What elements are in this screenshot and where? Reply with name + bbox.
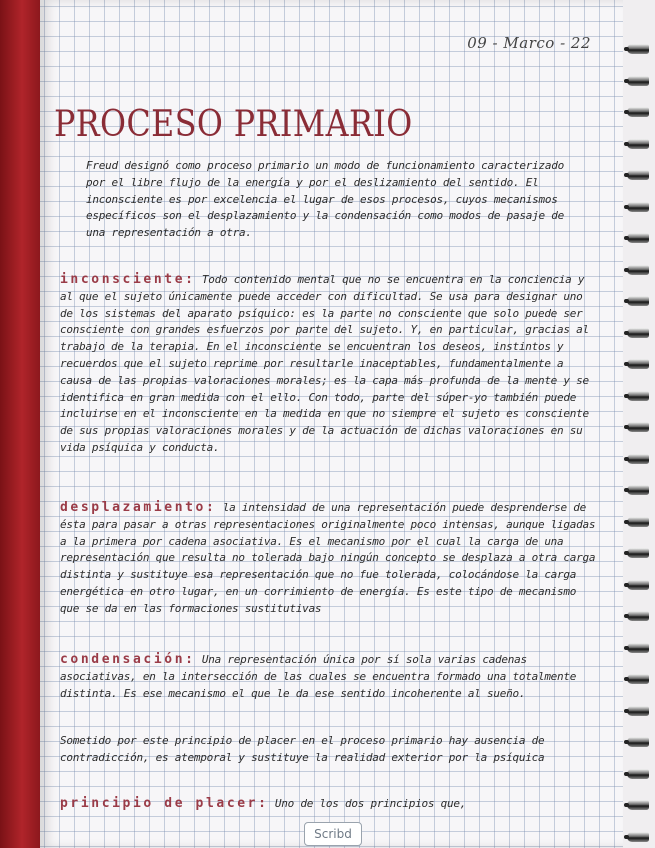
spiral-ring [627,422,649,432]
spiral-ring [627,769,649,779]
spiral-ring [627,517,649,527]
spiral-ring [627,674,649,684]
spiral-ring [627,391,649,401]
spiral-ring [627,611,649,621]
spiral-ring [627,44,649,54]
spiral-ring [627,548,649,558]
spiral-ring [627,296,649,306]
spiral-ring [627,454,649,464]
spiral-ring [627,580,649,590]
spiral-binding [623,0,655,848]
section-term: desplazamiento: [60,500,217,515]
page-date: 09 - Marco - 22 [467,34,591,52]
section-condensacion [60,652,600,702]
spiral-ring [627,328,649,338]
spiral-ring [627,107,649,117]
spiral-ring [627,832,649,842]
section-term: inconsciente: [60,272,196,287]
section-desplazamiento [60,500,600,618]
section-term: condensación: [60,652,196,667]
spiral-ring [627,737,649,747]
section-principio-de-placer [60,796,600,813]
spiral-ring [627,265,649,275]
spiral-ring [627,359,649,369]
intro-paragraph: Freud designó como proceso primario un modo de funcionamiento caracterizado por el libre flujo de la energía y por el deslizamiento del sentido. El inconsciente es por excelencia el lugar de esos procesos, cuyos mecanismos específicos son el desplazamiento y la condensación como modos de pasaje de una representación a otra. [86,159,564,240]
notebook-cover-edge [0,0,40,848]
spiral-ring [627,643,649,653]
scribd-logo: Scribd [304,822,362,846]
spiral-ring [627,139,649,149]
section-text: la intensidad de una representación puede desprenderse de ésta para pasar a otras representaciones originalmente poco intensas, aunque ligadas a la primera por cadena asociativa. Es el mecanismo por el cual la carga de una representación que resulta no tolerada bajo ningún concepto se desplaza a otra carga distinta y sustituye esa representación que no fue tolerada, colocándose la carga energética en otro lugar, en un corrimiento de energía. Es este tipo de mecanismo que se da en las formaciones sustitutivas [60,501,596,615]
spiral-ring [627,170,649,180]
spiral-ring [627,233,649,243]
spiral-ring [627,202,649,212]
spiral-ring [627,800,649,810]
section-text: Todo contenido mental que no se encuentra en la conciencia y al que el sujeto únicamente puede acceder con dificultad. Se usa para designar uno de los sistemas del aparato psíquico: es la parte no consciente que solo puede ser consciente con grandes esfuerzos por parte del sujeto. Y, en particular, gracias al trabajo de la terapia. En el inconsciente se encuentran los deseos, instintos y recuerdos que el sujeto reprime por resultarle inaceptables, fundamentalmente a causa de las propias valoraciones morales; es la capa más profunda de la mente y se identifica en gran medida con el ello. Con todo, parte del súper-yo también puede incluirse en el inconsciente en la medida en que no siempre el sujeto es consciente de sus propias valoraciones morales y de la actuación de dichas valoraciones en su vida psíquica y conducta. [60,273,589,454]
section-text: Una representación única por sí sola varias cadenas asociativas, en la intersección de las cuales se encuentra formado una totalmente distinta. Es ese mecanismo el que le da ese sentido incoherente al sueño. [60,653,577,700]
notebook-page [40,0,623,848]
spiral-ring [627,76,649,86]
section-principio-note [60,733,600,767]
page-title: PROCESO PRIMARIO [54,104,413,145]
section-text: Uno de los dos principios que, [274,797,467,810]
section-term: principio de placer: [60,796,269,811]
section-inconsciente [60,272,600,457]
spiral-ring [627,706,649,716]
section-text: Sometido por este principio de placer en el proceso primario hay ausencia de contradicción, es atemporal y sustituye la realidad exterior por la psíquica [60,734,545,764]
spiral-ring [627,485,649,495]
